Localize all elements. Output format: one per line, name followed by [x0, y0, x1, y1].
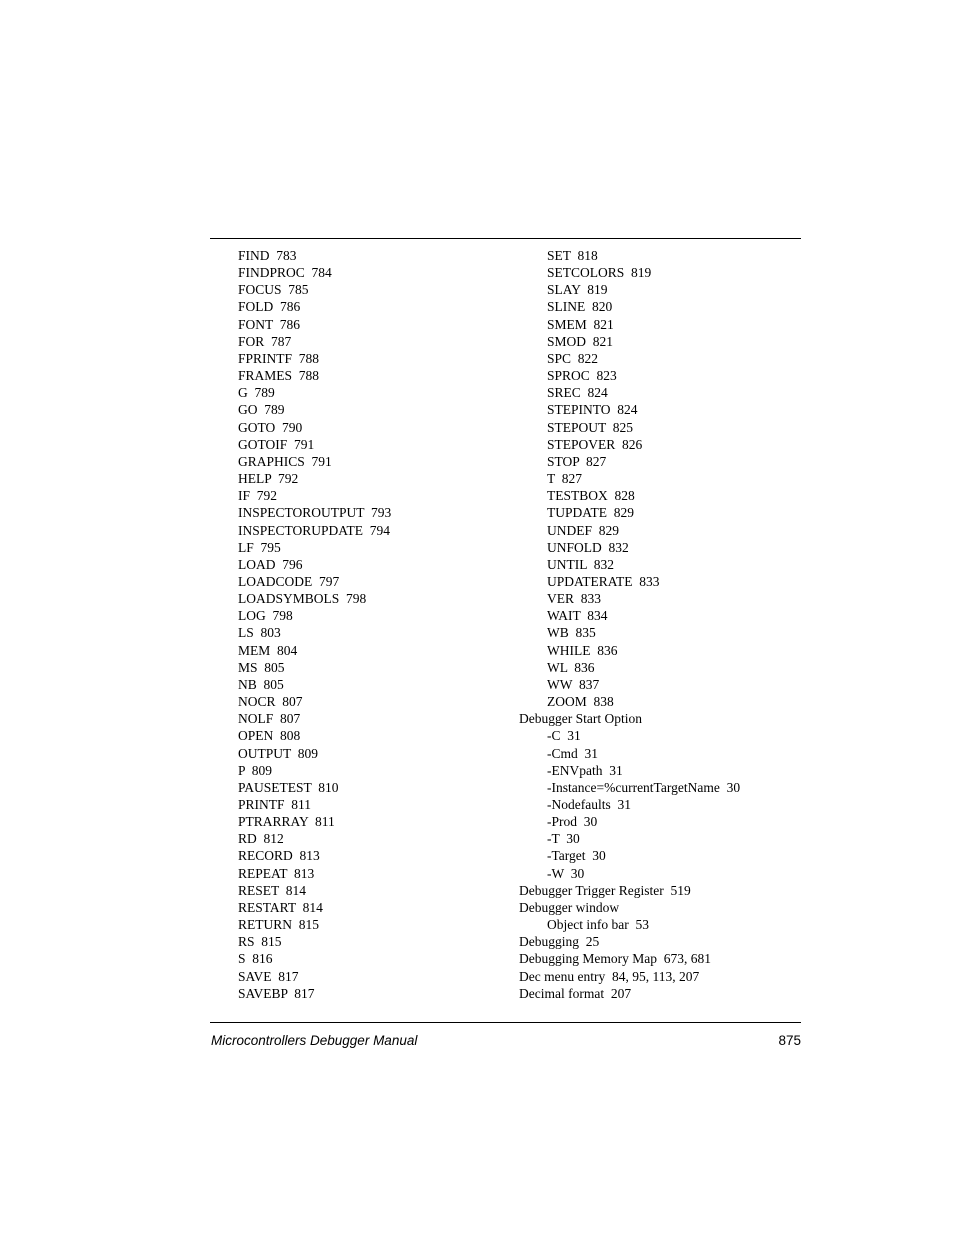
index-entry: Debugging 25: [519, 934, 600, 950]
index-subentry: SMOD 821: [547, 333, 614, 349]
index-subentry: ZOOM 838: [547, 694, 614, 710]
index-entry: FOLD 786: [238, 299, 301, 315]
footer-page-number: 875: [778, 1033, 801, 1048]
index-subentry: STEPOUT 825: [547, 419, 634, 435]
index-subentry: STOP 827: [547, 453, 607, 469]
index-subentry: UNFOLD 832: [547, 539, 629, 555]
index-subentry: SPC 822: [547, 350, 599, 366]
index-subentry: UPDATERATE 833: [547, 573, 660, 589]
index-entry: FPRINTF 788: [238, 350, 320, 366]
index-entry: RS 815: [238, 934, 282, 950]
index-entry: FOR 787: [238, 333, 292, 349]
index-subentry: SET 818: [547, 248, 598, 263]
index-subentry: Object info bar 53: [547, 917, 649, 933]
header-rule: [210, 238, 801, 239]
index-subentry: WB 835: [547, 625, 596, 641]
index-subentry: -Target 30: [547, 848, 606, 864]
index-subentry: -ENVpath 31: [547, 762, 623, 778]
index-subentry: STEPINTO 824: [547, 402, 638, 418]
index-entry: Debugger window: [519, 899, 620, 915]
index-column-right: [519, 247, 740, 1002]
index-subentry: -W 30: [547, 865, 585, 881]
index-subentry: SMEM 821: [547, 316, 614, 332]
index-subentry: -Cmd 31: [547, 745, 599, 761]
index-subentry: WL 836: [547, 659, 595, 675]
index-entry: GO 789: [238, 402, 285, 418]
index-entry: NOLF 807: [238, 711, 301, 727]
footer-rule: [210, 1022, 801, 1023]
index-entry: SAVEBP 817: [238, 985, 315, 1001]
index-entry: FINDPROC 784: [238, 265, 332, 281]
footer-manual-title: Microcontrollers Debugger Manual: [211, 1033, 418, 1048]
index-entry: RECORD 813: [238, 848, 320, 864]
index-entry: FRAMES 788: [238, 368, 320, 384]
index-entry: RESET 814: [238, 882, 307, 898]
index-entry: Decimal format 207: [519, 985, 632, 1001]
index-subentry: SREC 824: [547, 385, 608, 401]
index-entry: INSPECTOROUTPUT 793: [238, 505, 392, 521]
index-entry: LF 795: [238, 539, 281, 555]
index-subentry: WHILE 836: [547, 642, 618, 658]
index-subentry: TESTBOX 828: [547, 488, 635, 504]
index-entry: IF 792: [238, 488, 278, 504]
index-entry: PAUSETEST 810: [238, 779, 339, 795]
index-entry: LOAD 796: [238, 556, 303, 572]
index-subentry: TUPDATE 829: [547, 505, 634, 521]
index-entry: OUTPUT 809: [238, 745, 319, 761]
index-entry: NB 805: [238, 676, 284, 692]
index-entry: P 809: [238, 762, 273, 778]
index-entry: OPEN 808: [238, 728, 301, 744]
index-entry: RETURN 815: [238, 917, 319, 933]
index-subentry: -T 30: [547, 831, 580, 847]
index-entry: FIND 783: [238, 248, 297, 263]
index-subentry: -Prod 30: [547, 814, 598, 830]
index-entry: INSPECTORUPDATE 794: [238, 522, 391, 538]
index-subentry: SLINE 820: [547, 299, 613, 315]
index-entry: MS 805: [238, 659, 285, 675]
index-subentry: STEPOVER 826: [547, 436, 643, 452]
index-subentry: UNTIL 832: [547, 556, 614, 572]
index-entry: REPEAT 813: [238, 865, 315, 881]
index-subentry: T 827: [547, 471, 583, 487]
index-entry: LS 803: [238, 625, 281, 641]
index-subentry: -Nodefaults 31: [547, 797, 631, 812]
index-entry: PTRARRAY 811: [238, 814, 335, 830]
index-entry: GOTOIF 791: [238, 436, 315, 452]
index-entry: LOADCODE 797: [238, 573, 340, 589]
index-entry: GOTO 790: [238, 419, 303, 435]
index-entry: G 789: [238, 385, 275, 401]
index-subentry: SETCOLORS 819: [547, 265, 652, 281]
index-entry: NOCR 807: [238, 694, 303, 710]
index-subentry: SLAY 819: [547, 282, 608, 298]
index-entry: FONT 786: [238, 316, 301, 332]
index-entry: HELP 792: [238, 471, 299, 487]
index-entry: S 816: [238, 951, 273, 967]
index-entry: LOG 798: [238, 608, 293, 624]
index-entry: RESTART 814: [238, 899, 323, 915]
index-entry: MEM 804: [238, 642, 298, 658]
index-subentry: VER 833: [547, 591, 601, 607]
index-entry: Debugging Memory Map 673, 681: [519, 951, 711, 967]
index-entry: Debugger Start Option: [519, 711, 642, 727]
index-entry: Dec menu entry 84, 95, 113, 207: [519, 968, 700, 984]
index-subentry: UNDEF 829: [547, 522, 620, 538]
index-subentry: SPROC 823: [547, 368, 617, 384]
index-entry: SAVE 817: [238, 968, 299, 984]
index-entry: Debugger Trigger Register 519: [519, 882, 691, 898]
index-entry: RD 812: [238, 831, 284, 847]
index-subentry: -Instance=%currentTargetName 30: [547, 779, 741, 795]
index-entry: GRAPHICS 791: [238, 453, 332, 469]
index-subentry: WW 837: [547, 676, 600, 692]
index-entry: PRINTF 811: [238, 797, 312, 812]
index-entry: LOADSYMBOLS 798: [238, 591, 367, 607]
index-column-left: [238, 247, 391, 1002]
index-entry: FOCUS 785: [238, 282, 309, 298]
index-subentry: WAIT 834: [547, 608, 608, 624]
index-subentry: -C 31: [547, 728, 581, 744]
